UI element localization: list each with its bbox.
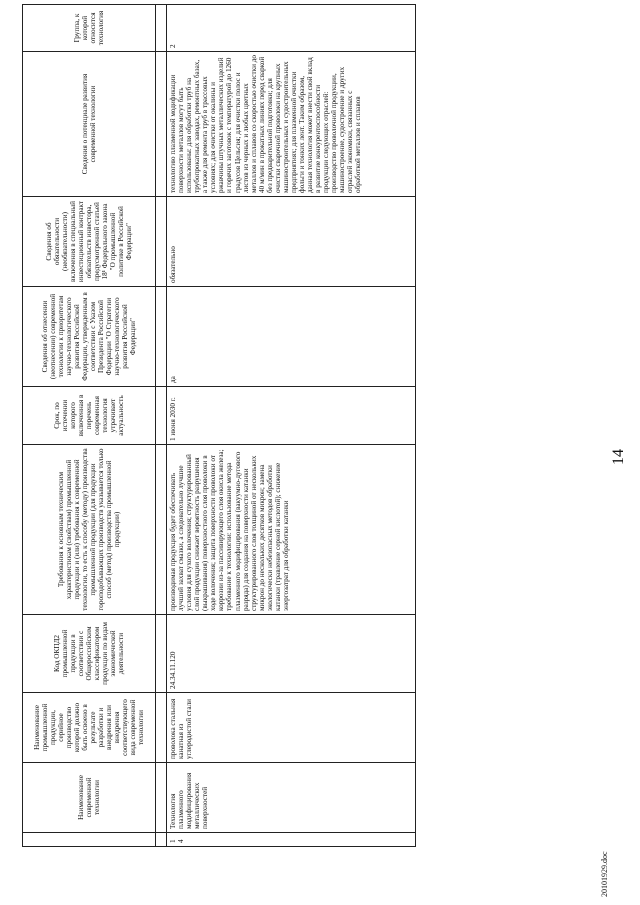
header-cell-blank (23, 833, 156, 847)
header-deadline: Срок, по истечении которого включенная в перечень современная технология утрачивает актуальность (23, 387, 156, 445)
row-mandatory: обязательно (167, 197, 416, 287)
table-top-row (156, 5, 167, 847)
row-number: 14 (167, 833, 416, 847)
row-product: проволока стальная канатная из углеродистой стали (167, 693, 416, 763)
row-requirements: производимая продукция будет обеспечивать лучший захват смазки, а следовательно лучшие условия для сухого волочения; структурированный слой продукции снижает вероятность разрушения (выкрашивания) поверхностного слоя проволоки в ходе волочения; защита поверхности проволоки от коррозии из-за пассивирующего слоя окисла железа; требование к технологии: использование метода плазменного модифицирования (вакуумно-дугового разряда) для создания на поверхности катанки структурированного слоя толщиной от нескольких микрон до нескольких десятков микрон; замена экологически небезопасных методов обработки катанки (травление серной кислотой); снижение энергозатрат для обработки катанки (167, 445, 416, 615)
row-technology: Технология плазменного модифицирования металлических поверхностей (167, 763, 416, 833)
header-group: Группа, к которой относится технология (23, 5, 156, 52)
row-okpd2: 24.34.11.120 (167, 615, 416, 693)
row-deadline: 1 июня 2030 г. (167, 387, 416, 445)
row-potential: технологию плазменной модификации поверхности металлов могут быть использованы: для обработки труб на трубопрокатных заводах, ремонтных базах, а также для ремонта труб в трассовых условиях; для очистки от окалины и ржавчины штучных металлических изделий и горячих заготовок с температурой до 1260 градусов Цельсия; для очистки полос и листов из черных и любых цветных металлов и сплавов со скоростью очистки до 40 м/мин в прокатных линиях перед сваркой без предварительной подготовки; для очистки сварочной проволоки на крупных машиностроительных и судостроительных предприятиях; для плазменной очистки фольги и тонких лент. Таким образом, данная технология может внести свой вклад в развитие конкурентоспособности продукции следующих отраслей: производство проволочной продукции, машиностроение, судостроение и других отраслей экономики, связанных с обработкой металлов и сплавов (167, 52, 416, 197)
table-header-row (23, 5, 156, 847)
header-requirements: Требования к основным техническим характеристикам (свойствам) промышленной продукции и (или) требования к современной технологии, то есть к способу (методу) производства промышленной продукции (для продукции гороподобывающих производств указывается только способ (метод) производства промышленной продукции) (23, 445, 156, 615)
header-okpd2: Код ОКПД2 промышленной продукции в соответствии с Общероссийским классификатором продукции по видам экономической деятельности (23, 615, 156, 693)
technology-table (22, 4, 416, 847)
row-group: 2 (167, 5, 416, 52)
page-number: 14 (610, 449, 627, 465)
file-label: 20101929.doc (600, 851, 609, 897)
header-potential: Сведения о потенциале развития современной технологии (23, 52, 156, 197)
row-priority: да (167, 287, 416, 387)
header-mandatory: Сведения об обязательности (необязательности) включения в специальный инвестиционный контракт обязательств инвестора, предусмотренной статьей 18¹ Федерального закона "О промышленной политике в Российской Федерации" (23, 197, 156, 287)
table-row (167, 5, 416, 847)
header-product: Наименование промышленной продукции, серийное производство которой должно быть освоено в результате разработки и внедрения или внедрения соответствующего вида современной технологии (23, 693, 156, 763)
header-priority: Сведения об отнесении (неотнесении) современной технологии к приоритетам научно-технологического развития Российской Федерации, утвержденным в соответствии с Указом Президента Российской Федерации "О Стратегии научно-технологического развития Российской Федерации" (23, 287, 156, 387)
header-technology: Наименование современной технологии (23, 763, 156, 833)
